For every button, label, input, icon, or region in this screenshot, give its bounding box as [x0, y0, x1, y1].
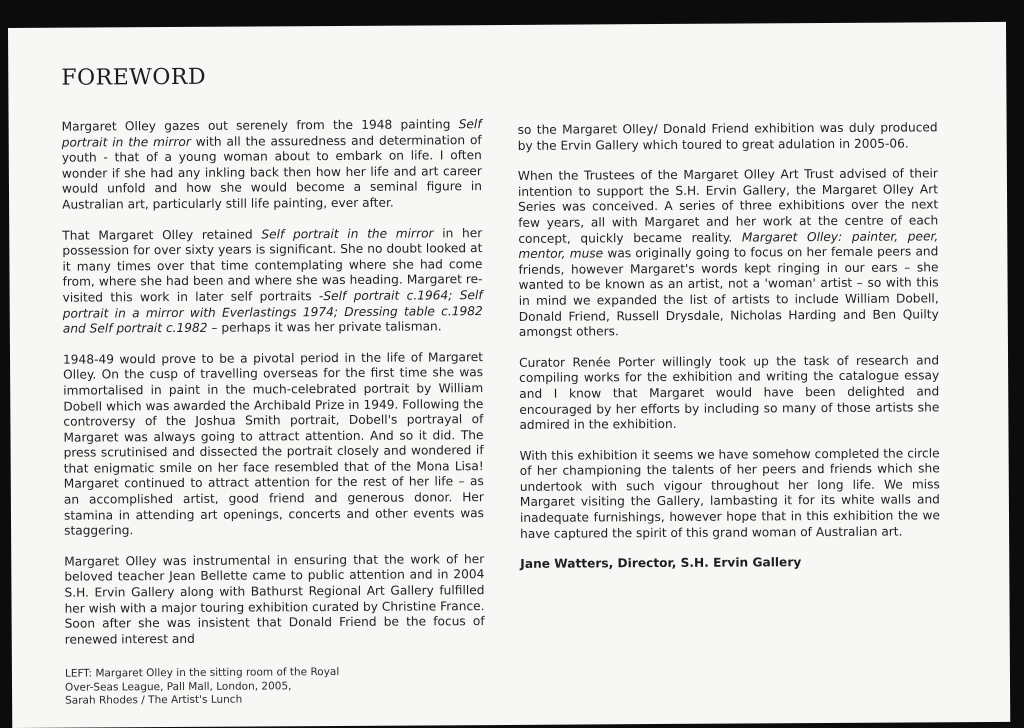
paragraph-1: [62, 117, 483, 213]
caption-line: LEFT: Margaret Olley in the sitting room of the Royal: [64, 665, 340, 680]
text-run: That Margaret Olley retained: [62, 227, 262, 243]
page-title: FOREWORD: [61, 64, 207, 91]
paragraph-8: With this exhibition it seems we have somehow completed the circle of her championing the talents of her peers and friends which she undertook with such vigour throughout her long life. We miss Margaret visiting the Gallery, lambasting it for its white walls and inadequate furnishings, however hope that in this exhibition the we have captured the spirit of this grand woman of Australian art.: [519, 446, 941, 541]
image-caption: [65, 666, 405, 709]
left-column: [62, 117, 485, 663]
paragraph-3: 1948-49 would prove to be a pivotal period in the life of Margaret Olley. On the cusp of travelling overseas for the first time she was immortalised in paint in the much-celebrated portrait by William Dobell which was awarded the Archibald Prize in 1949. Following the controversy of the Joshua Smith portrait, Dobell's portrayal of Margaret was always going to attract attention. And so it did. The press scrutinised and dissected the portrait closely and wondered if that enigmatic smile on her face resembled that of the Mona Lisa! Margaret continued to attract attention for the rest of her life – as an accomplished artist, good friend and generous donor. Her stamina in attending art openings, concerts and other events was staggering.: [62, 349, 485, 538]
exhibition-title: Margaret Olley: painter, peer, mentor, muse: [518, 228, 939, 262]
caption-line: Sarah Rhodes / The Artist's Lunch: [65, 693, 243, 707]
text-run: Margaret Olley gazes out serenely from the 1948 painting: [61, 117, 459, 134]
text-run: in her possession for over sixty years is significant. She no doubt looked at it many times over that time contemplating where she had come from, where she had been and where she was heading. Margaret re-visited this work in later self portraits -: [62, 225, 483, 305]
caption-line: Over-Seas League, Pall Mall, London, 2005,: [64, 679, 292, 694]
text-run: When the Trustees of the Margaret Olley Art Trust advised of their intention to support the S.H. Ervin Gallery, the Margaret Olley Art Series was conceived. A series of three exhibitions over the next few years, all with Margaret and her work at the centre of each concept, quickly became reality.: [517, 166, 939, 246]
paragraph-5: so the Margaret Olley/ Donald Friend exhibition was duly produced by the Ervin Gallery which toured to great adulation in 2005-06.: [517, 120, 938, 153]
paragraph-4: Margaret Olley was instrumental in ensuring that the work of her beloved teacher Jean Bellette came to public attention and in 2004 S.H. Ervin Gallery along with Bathurst Regional Art Gallery fulfilled her wish with a major touring exhibition curated by Christine France. Soon after she was insistent that Donald Friend be the focus of renewed interest and: [64, 551, 485, 647]
paragraph-6: [518, 167, 939, 341]
document-page: [8, 22, 1010, 728]
text-run: – perhaps it was her private talisman.: [207, 319, 442, 335]
right-column: [518, 120, 941, 587]
text-run: with all the assuredness and determination of youth - that of a young woman about to embark on life. I often wonder if she had any inkling back then how her life and art career would unfold and how she would become a seminal figure in Australian art, particularly still life painting, ever after.: [61, 132, 483, 212]
signature: Jane Watters, Director, S.H. Ervin Gallery: [520, 555, 802, 572]
artwork-title: Self portrait in the mirror: [61, 117, 482, 150]
artwork-list: Self portrait c.1964; Self portrait in a mirror with Everlastings 1974; Dressing table c.1982 and Self portrait c.1982: [62, 288, 483, 336]
artwork-title: Self portrait in the mirror: [261, 225, 434, 242]
paragraph-7: Curator Renée Porter willingly took up the task of research and compiling works for the exhibition and writing the catalogue essay and I know that Margaret would have been delighted and encouraged by her efforts by including so many of those artists she admired in the exhibition.: [519, 353, 940, 432]
text-run: was originally going to focus on her female peers and friends, however Margaret's words kept ringing in our ears – she wanted to be known as an artist, not a 'woman' artist – so with this in mind we expanded the list of artists to include William Dobell, Donald Friend, Russell Drysdale, Nicholas Harding and Ben Quilty amongst others.: [518, 244, 939, 340]
paragraph-2: [62, 226, 483, 338]
